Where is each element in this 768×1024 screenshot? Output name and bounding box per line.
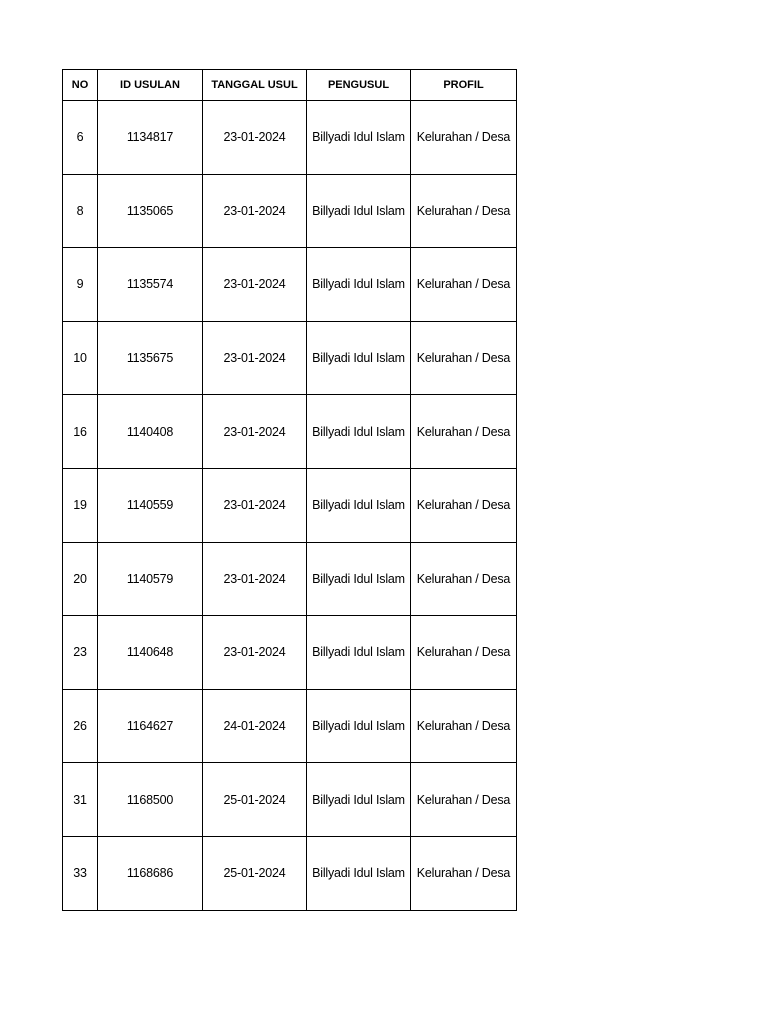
cell-profil: Kelurahan / Desa <box>411 174 517 248</box>
cell-pengusul: Billyadi Idul Islam <box>307 174 411 248</box>
table-row <box>63 321 517 395</box>
cell-no: 33 <box>63 836 98 910</box>
table-row <box>63 174 517 248</box>
table-row <box>63 689 517 763</box>
cell-id-usulan: 1168500 <box>98 763 203 837</box>
table-row <box>63 395 517 469</box>
cell-tanggal-usul: 23-01-2024 <box>203 321 307 395</box>
cell-tanggal-usul: 23-01-2024 <box>203 174 307 248</box>
cell-id-usulan: 1134817 <box>98 101 203 175</box>
cell-profil: Kelurahan / Desa <box>411 321 517 395</box>
header-id-usulan: ID USULAN <box>98 70 203 101</box>
cell-pengusul: Billyadi Idul Islam <box>307 836 411 910</box>
cell-pengusul: Billyadi Idul Islam <box>307 395 411 469</box>
usulan-table <box>62 69 517 911</box>
cell-tanggal-usul: 23-01-2024 <box>203 248 307 322</box>
cell-pengusul: Billyadi Idul Islam <box>307 616 411 690</box>
cell-id-usulan: 1140559 <box>98 468 203 542</box>
cell-profil: Kelurahan / Desa <box>411 836 517 910</box>
table-row <box>63 616 517 690</box>
cell-no: 8 <box>63 174 98 248</box>
cell-tanggal-usul: 25-01-2024 <box>203 836 307 910</box>
cell-profil: Kelurahan / Desa <box>411 395 517 469</box>
table-body <box>63 101 517 911</box>
cell-id-usulan: 1135574 <box>98 248 203 322</box>
cell-tanggal-usul: 23-01-2024 <box>203 101 307 175</box>
cell-tanggal-usul: 23-01-2024 <box>203 616 307 690</box>
cell-tanggal-usul: 23-01-2024 <box>203 542 307 616</box>
cell-tanggal-usul: 24-01-2024 <box>203 689 307 763</box>
table-row <box>63 763 517 837</box>
cell-id-usulan: 1140408 <box>98 395 203 469</box>
cell-id-usulan: 1135065 <box>98 174 203 248</box>
cell-profil: Kelurahan / Desa <box>411 542 517 616</box>
cell-no: 31 <box>63 763 98 837</box>
cell-id-usulan: 1140579 <box>98 542 203 616</box>
cell-id-usulan: 1164627 <box>98 689 203 763</box>
cell-profil: Kelurahan / Desa <box>411 689 517 763</box>
cell-no: 16 <box>63 395 98 469</box>
cell-id-usulan: 1168686 <box>98 836 203 910</box>
cell-pengusul: Billyadi Idul Islam <box>307 321 411 395</box>
table-header <box>63 70 517 101</box>
cell-id-usulan: 1140648 <box>98 616 203 690</box>
header-tanggal-usul: TANGGAL USUL <box>203 70 307 101</box>
cell-pengusul: Billyadi Idul Islam <box>307 689 411 763</box>
table-row <box>63 468 517 542</box>
header-pengusul: PENGUSUL <box>307 70 411 101</box>
cell-profil: Kelurahan / Desa <box>411 468 517 542</box>
cell-no: 20 <box>63 542 98 616</box>
table-row <box>63 542 517 616</box>
cell-no: 10 <box>63 321 98 395</box>
table-row <box>63 836 517 910</box>
cell-profil: Kelurahan / Desa <box>411 101 517 175</box>
table-row <box>63 248 517 322</box>
cell-no: 19 <box>63 468 98 542</box>
table-row <box>63 101 517 175</box>
cell-pengusul: Billyadi Idul Islam <box>307 542 411 616</box>
cell-profil: Kelurahan / Desa <box>411 616 517 690</box>
cell-profil: Kelurahan / Desa <box>411 763 517 837</box>
cell-tanggal-usul: 23-01-2024 <box>203 468 307 542</box>
cell-pengusul: Billyadi Idul Islam <box>307 468 411 542</box>
cell-pengusul: Billyadi Idul Islam <box>307 248 411 322</box>
header-no: NO <box>63 70 98 101</box>
cell-profil: Kelurahan / Desa <box>411 248 517 322</box>
cell-pengusul: Billyadi Idul Islam <box>307 101 411 175</box>
cell-id-usulan: 1135675 <box>98 321 203 395</box>
header-profil: PROFIL <box>411 70 517 101</box>
cell-no: 26 <box>63 689 98 763</box>
header-row <box>63 70 517 101</box>
cell-no: 23 <box>63 616 98 690</box>
cell-no: 9 <box>63 248 98 322</box>
cell-pengusul: Billyadi Idul Islam <box>307 763 411 837</box>
cell-no: 6 <box>63 101 98 175</box>
cell-tanggal-usul: 23-01-2024 <box>203 395 307 469</box>
cell-tanggal-usul: 25-01-2024 <box>203 763 307 837</box>
